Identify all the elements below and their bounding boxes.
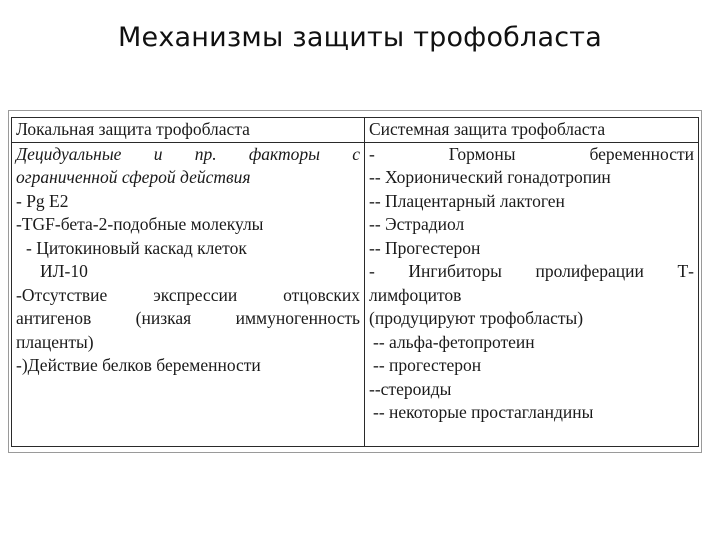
systemic-item-inhibitors-line3: (продуцируют трофобласты) xyxy=(369,308,584,328)
systemic-item-progesterone-2: -- прогестерон xyxy=(373,355,482,375)
local-item-cytokine-line2: ИЛ-10 xyxy=(40,261,88,281)
systemic-item-hormones: - Гормоны беременности xyxy=(369,143,694,164)
protection-table xyxy=(11,117,699,447)
systemic-item-inhibitors-line2: лимфоцитов xyxy=(369,284,462,305)
systemic-item-lactogen: -- Плацентарный лактоген xyxy=(369,190,565,211)
local-item-antigens-line2: антигенов (низкая иммуногенность xyxy=(16,308,360,328)
systemic-protection-cell xyxy=(365,142,699,447)
local-item-decidual-line2: ограниченной сферой действия xyxy=(16,167,251,187)
table-image-frame xyxy=(8,110,702,453)
local-item-cytokine-line1: - Цитокиновый каскад клеток xyxy=(26,237,247,258)
systemic-item-estradiol: -- Эстрадиол xyxy=(369,214,465,234)
local-item-tgf: -TGF-бета-2-подобные молекулы xyxy=(16,214,264,234)
systemic-item-afp: -- альфа-фетопротеин xyxy=(373,331,535,352)
slide-title: Механизмы защиты трофобласта xyxy=(118,22,602,53)
systemic-item-inhibitors-line1: - Ингибиторы пролиферации Т- xyxy=(369,261,694,281)
systemic-item-prostaglandins: -- некоторые простагландины xyxy=(373,402,594,422)
local-item-decidual-line1: Децидуальные и пр. факторы с xyxy=(16,143,360,164)
systemic-item-steroids: --стероиды xyxy=(369,378,452,399)
local-item-proteins: -)Действие белков беременности xyxy=(16,355,261,375)
systemic-item-progesterone: -- Прогестерон xyxy=(369,237,481,258)
local-item-pge2: - Pg E2 xyxy=(16,190,69,211)
header-systemic: Системная защита трофобласта xyxy=(365,118,699,143)
local-item-antigens-line1: -Отсутствие экспрессии отцовских xyxy=(16,284,360,305)
table-body-row xyxy=(12,142,699,447)
header-local: Локальная защита трофобласта xyxy=(12,118,365,143)
table-header-row xyxy=(12,118,699,143)
local-item-antigens-line3: плаценты) xyxy=(16,331,94,352)
local-protection-cell xyxy=(12,142,365,447)
systemic-item-hcg: -- Хорионический гонадотропин xyxy=(369,167,611,187)
